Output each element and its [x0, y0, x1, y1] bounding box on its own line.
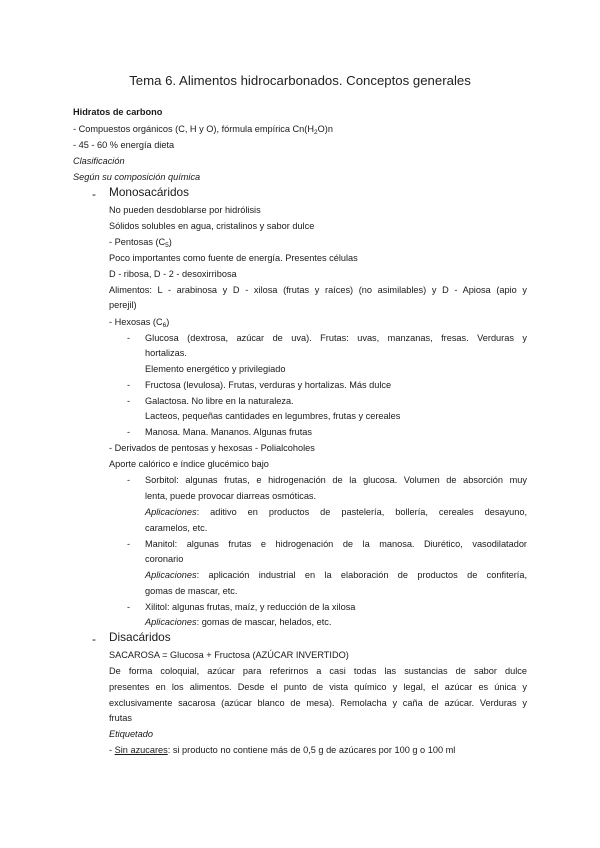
- glucosa-line: Glucosa (dextrosa, azúcar de uva). Frutas: uvas, manzanas, fresas. Verduras y: [145, 333, 527, 343]
- list-bullet: -: [127, 602, 131, 612]
- manitol-line: gomas de mascar, etc.: [145, 586, 238, 596]
- intro-line-energy: - 45 - 60 % energía dieta: [73, 140, 175, 150]
- galactosa-line: Lacteos, pequeñas cantidades en legumbres, frutas y cereales: [145, 411, 401, 421]
- list-bullet: -: [127, 427, 131, 437]
- sorbitol-applications: [145, 507, 527, 518]
- manitol-line: coronario: [145, 554, 184, 564]
- pentosas-line: perejil): [109, 300, 137, 310]
- pentosas-heading: [109, 237, 172, 248]
- glucosa-line: Elemento energético y privilegiado: [145, 364, 286, 374]
- sorbitol-line: caramelos, etc.: [145, 523, 208, 533]
- pentosas-line: D - ribosa, D - 2 - desoxirribosa: [109, 269, 237, 279]
- mono-line: Sólidos solubles en agua, cristalinos y sabor dulce: [109, 221, 315, 231]
- disa-line: presentes en los alimentos. Desde el punto de vista químico y legal, el azúcar es única y: [109, 682, 527, 692]
- pentosas-text: - Pentosas (C: [109, 237, 166, 247]
- etiquetado-label: Etiquetado: [109, 729, 153, 739]
- formula-subscript: 2: [313, 129, 318, 136]
- intro-text: - Compuestos orgánicos (C, H y O), fórmula empírica Cn(H: [73, 124, 314, 134]
- clasificacion-label: Clasificación: [73, 156, 125, 166]
- intro-line-formula: [73, 124, 333, 135]
- manitol-line: Manitol: algunas frutas e hidrogenación de la manosa. Diurético, vasodilatador: [145, 539, 527, 549]
- sacarosa-line: SACAROSA = Glucosa + Fructosa (AZÚCAR INVERTIDO): [109, 650, 349, 660]
- hexosas-subscript: 6: [162, 322, 167, 329]
- aplicaciones-text: : aditivo en productos de pastelería, bollería, cereales desayuno,: [196, 507, 527, 517]
- disa-line: exclusivamente sacarosa (azúcar blanco de mesa). Remolacha y caña de azúcar. Verduras y: [109, 698, 527, 708]
- fructosa-line: Fructosa (levulosa). Frutas, verduras y hortalizas. Más dulce: [145, 380, 392, 390]
- section-heading: Hidratos de carbono: [73, 107, 163, 117]
- aplicaciones-text: : aplicación industrial en la elaboración de productos de confitería,: [196, 570, 527, 580]
- list-bullet: -: [127, 475, 131, 485]
- list-bullet: -: [127, 380, 131, 390]
- hexosas-heading: [109, 317, 169, 328]
- hexosas-end: ): [166, 317, 170, 327]
- aplicaciones-label: Aplicaciones: [145, 570, 197, 580]
- disa-line: frutas: [109, 713, 132, 723]
- segun-label: Según su composición química: [73, 172, 201, 182]
- aplicaciones-label: Aplicaciones: [145, 617, 197, 627]
- aporte-line: Aporte calórico e índice glucémico bajo: [109, 459, 269, 469]
- pentosas-subscript: 5: [165, 242, 169, 249]
- galactosa-line: Galactosa. No libre en la naturaleza.: [145, 396, 294, 406]
- subsection-title-monosacaridos: Monosacáridos: [109, 185, 189, 199]
- pentosas-line: Poco importantes como fuente de energía. Presentes células: [109, 253, 358, 263]
- intro-text-end: O)n: [317, 124, 333, 134]
- page-title: Tema 6. Alimentos hidrocarbonados. Conceptos generales: [129, 73, 471, 88]
- sin-azucares-label: Sin azucares: [114, 745, 168, 755]
- list-bullet: -: [127, 396, 131, 406]
- mono-line: No pueden desdoblarse por hidrólisis: [109, 205, 261, 215]
- sin-azucares-text: : si producto no contiene más de 0,5 g de azúcares por 100 g o 100 ml: [167, 745, 456, 755]
- pentosas-end: ): [168, 237, 172, 247]
- disa-line: De forma coloquial, azúcar para referirnos a casi todas las sustancias de sabor dulce: [109, 666, 527, 676]
- aplicaciones-text: : gomas de mascar, helados, etc.: [196, 617, 332, 627]
- sin-azucares-line: [109, 745, 455, 756]
- sin-prefix: -: [109, 745, 115, 755]
- manosa-line: Manosa. Mana. Mananos. Algunas frutas: [145, 427, 313, 437]
- list-bullet: -: [92, 632, 96, 646]
- list-bullet: -: [92, 187, 96, 201]
- xilitol-line: Xilitol: algunas frutas, maíz, y reducción de la xilosa: [145, 602, 356, 612]
- list-bullet: -: [127, 539, 131, 549]
- sorbitol-line: Sorbitol: algunas frutas, e hidrogenación de la glucosa. Volumen de absorción muy: [145, 475, 527, 485]
- list-bullet: -: [127, 333, 131, 343]
- hexosas-text: - Hexosas (C: [109, 317, 163, 327]
- sorbitol-line: lenta, puede provocar diarreas osmóticas.: [145, 491, 317, 501]
- aplicaciones-label: Aplicaciones: [145, 507, 197, 517]
- glucosa-line: hortalizas.: [145, 348, 187, 358]
- subsection-title-disacaridos: Disacáridos: [109, 630, 171, 644]
- pentosas-line: Alimentos: L - arabinosa y D - xilosa (frutas y raíces) (no asimilables) y D - Apiosa (apio y: [109, 285, 527, 295]
- xilitol-applications: [145, 617, 331, 628]
- manitol-applications: [145, 570, 527, 581]
- derivados-heading: - Derivados de pentosas y hexosas - Polialcoholes: [109, 443, 315, 453]
